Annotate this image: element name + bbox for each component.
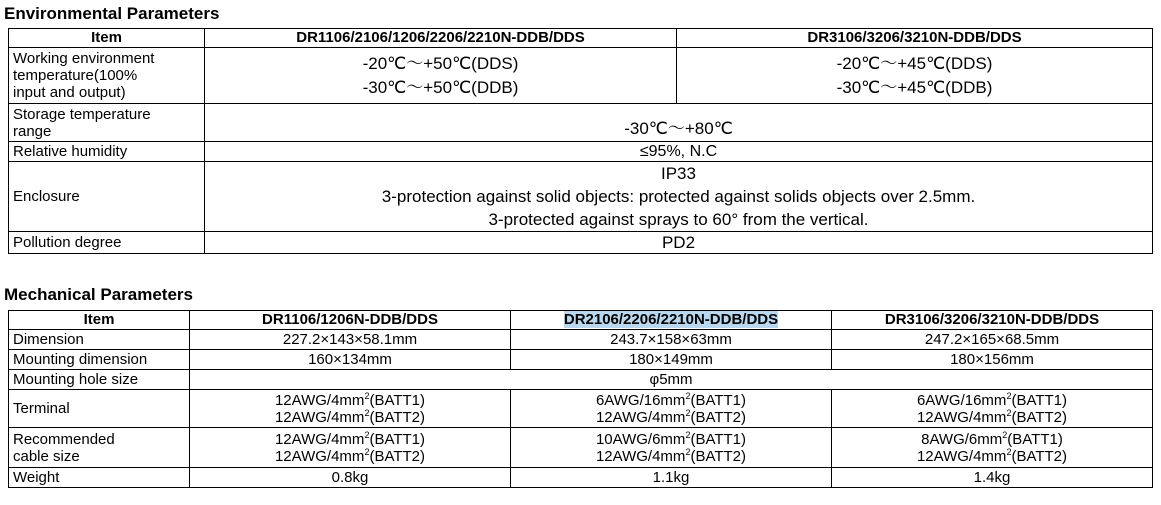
terminal-group-1: $12AWG/4mm^2(BATT1)$ $12AWG/4mm^2(BATT2)$ [190, 390, 511, 428]
dimension-group-1: 227.2×143×58.1mm [190, 330, 511, 350]
header-item: Item [9, 29, 205, 48]
mounting-dimension-group-1: 160×134mm [190, 350, 511, 370]
env-section-title: Environmental Parameters [4, 4, 220, 23]
header-model-group-2: DR2106/2206/2210N-DDB/DDS [511, 311, 832, 330]
humidity-value: ≤95%, N.C [205, 142, 1153, 162]
mounting-dimension-group-3: 180×156mm [832, 350, 1153, 370]
row-label-pollution-degree: Pollution degree [9, 232, 205, 254]
working-temp-group-2: -20℃～+45℃(DDS) -30℃～+45℃(DDB) [677, 48, 1153, 104]
weight-group-2: 1.1kg [511, 468, 832, 488]
header-model-group-1: DR1106/1206N-DDB/DDS [190, 311, 511, 330]
table-row [9, 428, 1153, 468]
row-label-enclosure: Enclosure [9, 162, 205, 232]
table-row [9, 48, 1153, 104]
table-header-row [9, 29, 1153, 48]
enclosure-value: IP33 3-protection against solid objects: protected against solids objects over 2.5mm. 3-protected against sprays to 60° from the vertical. [205, 162, 1153, 232]
row-label-relative-humidity: Relative humidity [9, 142, 205, 162]
table-row [9, 104, 1153, 142]
row-label-recommended-cable-size: Recommended cable size [9, 428, 190, 468]
dimension-group-3: 247.2×165×68.5mm [832, 330, 1153, 350]
row-label-terminal: Terminal [9, 390, 190, 428]
table-row [9, 162, 1153, 232]
table-row [9, 370, 1153, 390]
dimension-group-2: 243.7×158×63mm [511, 330, 832, 350]
table-row [9, 232, 1153, 254]
header-model-group-1: DR1106/2106/1206/2206/2210N-DDB/DDS [205, 29, 677, 48]
row-label-working-temperature: Working environment temperature(100% input and output) [9, 48, 205, 104]
table-row [9, 142, 1153, 162]
terminal-group-2: $6AWG/16mm^2(BATT1)$ $12AWG/4mm^2(BATT2)$ [511, 390, 832, 428]
environmental-parameters-table [8, 28, 1153, 254]
header-model-group-2: DR3106/3206/3210N-DDB/DDS [677, 29, 1153, 48]
table-header-row [9, 311, 1153, 330]
mechanical-parameters-table [8, 310, 1153, 488]
weight-group-3: 1.4kg [832, 468, 1153, 488]
storage-temp-value: -30℃～+80℃ [205, 104, 1153, 142]
row-label-mounting-dimension: Mounting dimension [9, 350, 190, 370]
row-label-dimension: Dimension [9, 330, 190, 350]
cable-size-group-3: $8AWG/6mm^2(BATT1)$ $12AWG/4mm^2(BATT2)$ [832, 428, 1153, 468]
mounting-dimension-group-2: 180×149mm [511, 350, 832, 370]
cable-size-group-1: $12AWG/4mm^2(BATT1)$ $12AWG/4mm^2(BATT2)$ [190, 428, 511, 468]
row-label-weight: Weight [9, 468, 190, 488]
terminal-group-3: $6AWG/16mm^2(BATT1)$ $12AWG/4mm^2(BATT2)$ [832, 390, 1153, 428]
table-row [9, 350, 1153, 370]
table-row [9, 468, 1153, 488]
row-label-mounting-hole-size: Mounting hole size [9, 370, 190, 390]
table-row [9, 390, 1153, 428]
row-label-storage-temperature: Storage temperature range [9, 104, 205, 142]
table-row [9, 330, 1153, 350]
mech-section-title: Mechanical Parameters [4, 285, 193, 304]
weight-group-1: 0.8kg [190, 468, 511, 488]
working-temp-group-1: -20℃～+50℃(DDS) -30℃～+50℃(DDB) [205, 48, 677, 104]
pollution-value: PD2 [205, 232, 1153, 254]
header-item: Item [9, 311, 190, 330]
header-model-group-3: DR3106/3206/3210N-DDB/DDS [832, 311, 1153, 330]
cable-size-group-2: $10AWG/6mm^2(BATT1)$ $12AWG/4mm^2(BATT2)$ [511, 428, 832, 468]
mounting-hole-value: φ5mm [190, 370, 1153, 390]
